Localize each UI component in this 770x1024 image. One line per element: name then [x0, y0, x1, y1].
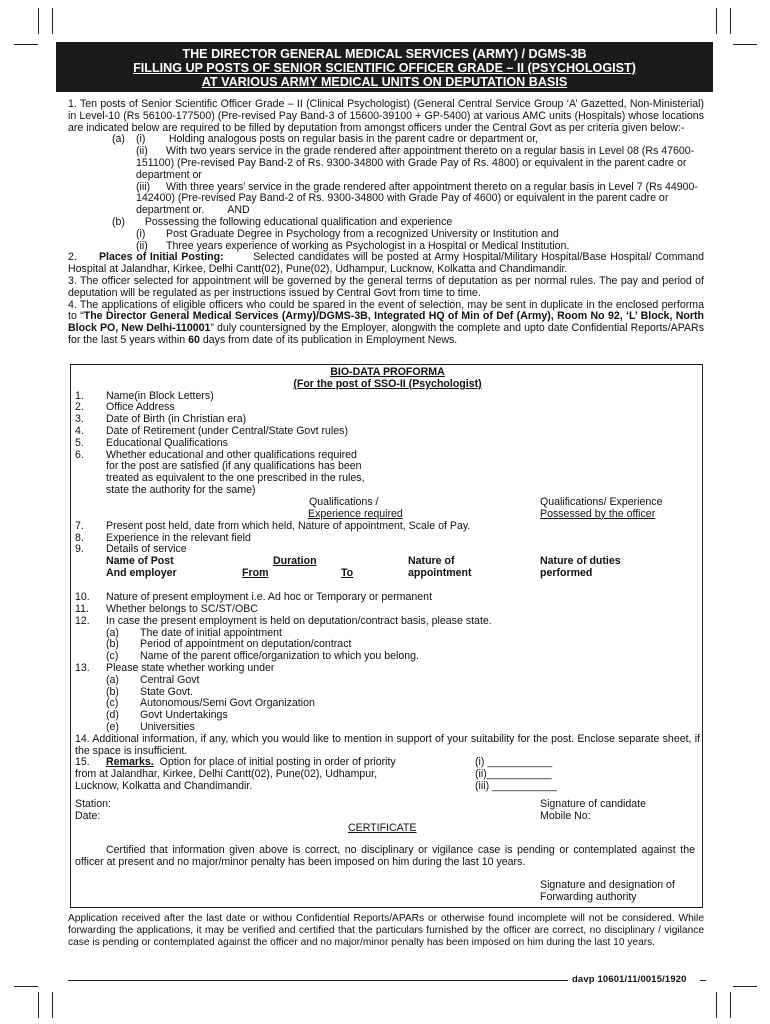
header-title: THE DIRECTOR GENERAL MEDICAL SERVICES (ARMY) / DGMS-3B — [182, 47, 587, 61]
item-11: 11. Whether belongs to SC/ST/OBC — [75, 602, 258, 615]
item6-continuation: for the post are satisfied (if any qualifications has been treated as equivalent to the one prescribed in the rules, state the authority for the same) — [106, 460, 365, 496]
criteria-b-ii: (ii) Three years experience of working as Psychologist in a Hospital or Medical Institution. — [136, 239, 570, 252]
header-subtitle-2: AT VARIOUS ARMY MEDICAL UNITS ON DEPUTATION BASIS — [201, 75, 568, 90]
crop-mark — [52, 992, 53, 1018]
crop-mark — [14, 44, 38, 45]
item-number: 8. — [75, 531, 84, 544]
item-text: Details of service — [106, 543, 187, 556]
paragraph-2: 2. Places of Initial Posting: Selected candidates will be posted at Army Hospital/Military Hospital/Base Hospital/ Command Hospital at Jalandhar, Kirkee, Delhi Cantt(02), Pune(02), Udhampur, Lucknow, Kolkatta and Chandimandir. — [68, 251, 705, 276]
item-text: Autonomous/Semi Govt Organization — [140, 697, 315, 710]
item-number: 1. — [75, 389, 84, 402]
bio-data-proforma — [75, 367, 700, 793]
crop-mark — [733, 986, 757, 987]
paragraph-4: 4. The applications of eligible officers who could be spared in the event of selection, may be sent in duplicate in the enclosed performa to “The Director General Medical Services (Army)/DGMS-3B, Integrated HQ of Min of Def (Army), Room No 92, ‘L’ Block, North Block PO, New Delhi-110001” duly countersigned by the Employer, alongwith the complete and upto date Confidential Reports/APARs for the last 5 years within 60 days from date of its publication in Employment News. — [68, 298, 704, 346]
item-text: Central Govt — [140, 673, 200, 686]
certificate-text: Certified that information given above is correct, no disciplinary or vigilance case is pending or contemplated against the officer at present and no major/minor penalty has been imposed on him during the last 10 years. — [75, 844, 695, 868]
item-12-subitems — [75, 628, 700, 663]
item-number: (e) — [106, 720, 119, 733]
item-number: (c) — [106, 697, 119, 710]
crop-mark — [52, 8, 53, 34]
proforma-title: BIO-DATA PROFORMA — [330, 366, 445, 378]
item-text: State Govt. — [140, 685, 193, 698]
header-subtitle: FILLING UP POSTS OF SENIOR SCIENTIFIC OFFICER GRADE – II (PSYCHOLOGIST) — [133, 61, 636, 76]
item-text: Whether educational and other qualifications required — [106, 448, 357, 461]
item-number: 9. — [75, 543, 84, 556]
item-number: (b) — [106, 685, 119, 698]
forwarding-signature: Signature and designation of — [540, 879, 675, 891]
item-text: Universities — [140, 720, 195, 733]
option-2-field: (ii)___________ — [475, 768, 552, 781]
footer-rule — [68, 980, 568, 981]
crop-mark — [14, 986, 38, 987]
footer-rule — [700, 980, 706, 981]
crop-mark — [730, 992, 731, 1018]
signature-candidate: Signature of candidate — [540, 798, 647, 810]
item-number: (a) — [106, 626, 119, 639]
item-number: 5. — [75, 436, 84, 449]
proforma-items-2 — [75, 521, 700, 556]
paragraph-3: 3. The officer selected for appointment will be governed by the general terms of deputation as per normal rules. The pay and period of deputation will be regulated as per instructions issued by Central Govt from time to time. — [68, 274, 704, 299]
item-14: 14. Additional information, if any, which you would like to mention in support of your suitability for the post. Enclose separate sheet, if the space is insufficient. — [75, 732, 700, 757]
crop-mark — [38, 8, 39, 34]
crop-mark — [716, 8, 717, 34]
item-text: Present post held, date from which held, Nature of appointment, Scale of Pay. — [106, 519, 471, 532]
item-number: 4. — [75, 424, 84, 437]
proforma-subtitle: (For the post of SSO-II (Psychologist) — [293, 377, 482, 390]
proforma-items — [75, 391, 700, 462]
proforma-item — [106, 710, 700, 722]
certificate-heading: CERTIFICATE — [348, 822, 417, 834]
criteria-a-iii: (iii) With three years’ service in the grade rendered after appointment thereto on a regular basis in Level 7 (Rs 44900-142400) (Pre-revised Pay Band-2 of Rs. 9300-34800 with Grade Pay of 4600) or equivalent in the parent cadre or department or. AND — [136, 180, 698, 217]
item-number: 3. — [75, 413, 84, 426]
date-label: Date: — [75, 810, 101, 822]
option-1-field: (i) ___________ — [475, 756, 553, 769]
header-banner — [56, 42, 713, 92]
item-text: Office Address — [106, 401, 175, 414]
crop-mark — [716, 992, 717, 1018]
item-text: Name(in Block Letters) — [106, 389, 214, 402]
item-number: (a) — [106, 673, 119, 686]
item-13-subitems — [75, 675, 700, 734]
option-3-field: (iii) ___________ — [475, 780, 557, 793]
item-text: Date of Birth (in Christian era) — [106, 413, 247, 426]
item-number: (d) — [106, 709, 119, 722]
mobile-label: Mobile No: — [540, 810, 591, 822]
notice-text: Application received after the last date or withou Confidential Reports/APARs or otherwise found incomplete will not be considered. While forwarding the applications, it may be verified and certified that the particulars furnished by the officer are correct, no disciplinary / vigilance case is pending or contemplated against the officer and no major/minor penalty has been imposed on him during the last 10 years. — [68, 913, 704, 948]
crop-mark — [733, 44, 757, 45]
footer-code: davp 10601/11/0015/1920 — [572, 973, 687, 984]
forwarding-authority: Forwarding authority — [540, 891, 637, 903]
criteria-a-ii: (ii) With two years service in the grade rendered after appointment thereto on a regular basis in Level 08 (Rs 47600-151100) (Pre-revised Pay Band-2 of Rs. 9300-34800 with Grade Pay of Rs. 4800) or equivalent in the parent cadre or department or — [136, 145, 695, 181]
item-15: 15. Remarks. Option for place of initial posting in order of priority from at Jalandhar, Kirkee, Delhi Cantt(02), Pune(02), Udhampur, Lucknow, Kolkatta and Chandimandir. (i) ___________ (ii)___________ (iii) ___________ — [75, 756, 557, 793]
item-number: 7. — [75, 519, 84, 532]
crop-mark — [730, 8, 731, 34]
item-text: Period of appointment on deputation/contract — [140, 638, 352, 651]
item-12: 12. In case the present employment is held on deputation/contract basis, please state. — [75, 614, 492, 627]
crop-mark — [38, 992, 39, 1018]
item-13: 13. Please state whether working under — [75, 661, 275, 674]
item-text: Govt Undertakings — [140, 709, 228, 722]
advertisement-body — [68, 99, 704, 347]
criteria-a-i: (a) (i) Holding analogous posts on regular basis in the parent cadre or department or, — [112, 133, 539, 146]
proforma-item — [106, 722, 700, 734]
item-number: 2. — [75, 401, 84, 414]
item-text: The date of initial appointment — [140, 626, 282, 639]
item-number: (c) — [106, 650, 119, 663]
item-text: Date of Retirement (under Central/State Govt rules) — [106, 424, 348, 437]
service-table-header: Name of Post And employer Duration From To Nature of appointment Nature of duties performed — [106, 555, 621, 580]
item-10: 10. Nature of present employment i.e. Ad hoc or Temporary or permanent — [75, 591, 433, 604]
criteria-b: (b) Possessing the following educational qualification and experience — [112, 215, 453, 228]
proforma-item — [106, 675, 700, 687]
item-text: Experience in the relevant field — [106, 531, 251, 544]
item-text: Name of the parent office/organization to which you belong. — [140, 650, 419, 663]
item-text: Educational Qualifications — [106, 436, 228, 449]
station-label: Station: — [75, 798, 111, 810]
paragraph-1: 1. Ten posts of Senior Scientific Officer Grade – II (Clinical Psychologist) (General Central Service Group ‘A’ Gazetted, Non-Ministerial) in Level-10 (Rs 56100-177500) (Pre-revised Pay Band-3 of 15600-39100 + GP-5400) at various AMC units (Hospitals) whose locations are indicated below are required to be filled by deputation from amongst officers under the Central Govt as per criteria given below:- — [68, 98, 704, 134]
item-number: (b) — [106, 638, 119, 651]
qualification-columns: Qualifications / Experience required Qualifications/ Experience Possessed by the officer — [308, 495, 663, 520]
item-number: 6. — [75, 448, 84, 461]
criteria-b-i: (i) Post Graduate Degree in Psychology from a recognized University or Institution and — [136, 227, 559, 240]
